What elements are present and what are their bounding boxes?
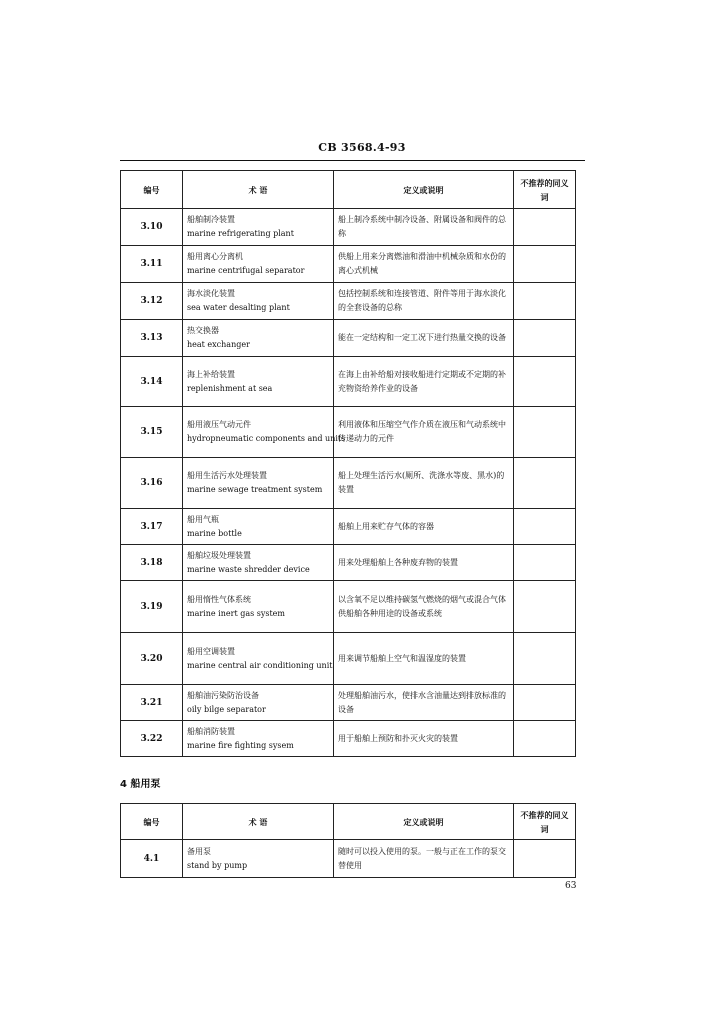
table-row (121, 246, 576, 283)
term-cell (183, 840, 334, 878)
term-cell (183, 283, 334, 320)
term-cell (183, 633, 334, 685)
term-english: marine centrifugal separator (187, 266, 305, 275)
term-cell (183, 246, 334, 283)
term-chinese: 热交换器 (187, 326, 219, 335)
term-english: marine sewage treatment system (187, 485, 323, 494)
term-chinese: 海水淡化装置 (187, 289, 235, 298)
term-definition: 用来调节船舶上空气和温湿度的装置 (334, 633, 514, 685)
term-number: 3.14 (121, 357, 183, 407)
term-number: 3.11 (121, 246, 183, 283)
term-english: marine waste shredder device (187, 564, 310, 574)
table-header-row (121, 171, 576, 209)
not-recommended-synonym (514, 545, 576, 581)
term-number: 3.22 (121, 721, 183, 757)
term-definition: 船上处理生活污水(厕所、洗涤水等废、黑水)的装置 (334, 458, 514, 509)
terms-table-section-4 (120, 803, 576, 878)
not-recommended-synonym (514, 458, 576, 509)
table-row (121, 633, 576, 685)
term-cell (183, 581, 334, 633)
table-row (121, 209, 576, 246)
table-row (121, 458, 576, 509)
term-english: hydropneumatic components and units (187, 434, 346, 443)
term-definition: 以含氧不足以维持碳氢气燃烧的烟气或混合气体供船舶各种用途的设备或系统 (334, 581, 514, 633)
term-cell (183, 721, 334, 757)
term-cell (183, 685, 334, 721)
term-english: marine refrigerating plant (187, 229, 294, 238)
not-recommended-synonym (514, 633, 576, 685)
header-not-recommended: 不推荐的同义词 (514, 171, 576, 209)
table-row (121, 581, 576, 633)
table-row (121, 283, 576, 320)
term-english: heat exchanger (187, 340, 250, 349)
term-definition: 用来处理船舶上各种废弃物的装置 (334, 545, 514, 581)
term-english: marine bottle (187, 528, 242, 538)
term-definition: 处理船舶油污水，使排水含油量达到排放标准的设备 (334, 685, 514, 721)
not-recommended-synonym (514, 509, 576, 545)
not-recommended-synonym (514, 685, 576, 721)
header-number: 编号 (121, 804, 183, 840)
term-definition: 利用液体和压缩空气作介质在液压和气动系统中传递动力的元件 (334, 407, 514, 458)
term-english: sea water desalting plant (187, 303, 290, 312)
term-number: 3.16 (121, 458, 183, 509)
term-number: 3.21 (121, 685, 183, 721)
term-definition: 在海上由补给船对接收船进行定期或不定期的补充物资给养作业的设备 (334, 357, 514, 407)
term-chinese: 船用气瓶 (187, 514, 219, 524)
header-rule (120, 160, 585, 161)
term-cell (183, 545, 334, 581)
term-cell (183, 209, 334, 246)
header-definition: 定义或说明 (334, 804, 514, 840)
term-chinese: 船舶垃圾处理装置 (187, 550, 251, 560)
table-row (121, 840, 576, 878)
header-not-recommended: 不推荐的同义词 (514, 804, 576, 840)
terms-table-section-3 (120, 170, 576, 757)
term-cell (183, 357, 334, 407)
table-row (121, 721, 576, 757)
term-number: 3.17 (121, 509, 183, 545)
table-row (121, 545, 576, 581)
term-number: 3.15 (121, 407, 183, 458)
table-row (121, 407, 576, 458)
term-definition: 船上制冷系统中制冷设备、附属设备和阀件的总称 (334, 209, 514, 246)
term-number: 3.20 (121, 633, 183, 685)
term-english: marine central air conditioning unit (187, 660, 333, 670)
term-chinese: 船舶消防装置 (187, 726, 235, 736)
term-chinese: 船舶制冷装置 (187, 215, 235, 224)
not-recommended-synonym (514, 209, 576, 246)
document-code: CB 3568.4-93 (318, 141, 406, 154)
term-number: 3.12 (121, 283, 183, 320)
table-row (121, 509, 576, 545)
term-number: 4.1 (121, 840, 183, 878)
term-chinese: 船用生活污水处理装置 (187, 471, 267, 480)
term-cell (183, 407, 346, 458)
term-chinese: 船舶油污染防治设备 (187, 690, 259, 700)
not-recommended-synonym (514, 357, 576, 407)
term-english: marine fire fighting sysem (187, 740, 294, 750)
not-recommended-synonym (514, 840, 576, 878)
not-recommended-synonym (514, 283, 576, 320)
term-definition: 用于船舶上预防和扑灭火灾的装置 (334, 721, 514, 757)
term-english: marine inert gas system (187, 608, 285, 618)
term-definition: 供船上用来分离燃油和滑油中机械杂质和水份的离心式机械 (334, 246, 514, 283)
term-number: 3.13 (121, 320, 183, 357)
table-row (121, 685, 576, 721)
term-number: 3.18 (121, 545, 183, 581)
table-row (121, 320, 576, 357)
term-english: replenishment at sea (187, 383, 273, 393)
term-definition: 能在一定结构和一定工况下进行热量交换的设备 (334, 320, 514, 357)
term-number: 3.10 (121, 209, 183, 246)
term-definition: 随时可以投入使用的泵。一般与正在工作的泵交替使用 (334, 840, 514, 878)
term-english: stand by pump (187, 860, 248, 870)
not-recommended-synonym (514, 407, 576, 458)
header-term: 术 语 (183, 804, 334, 840)
table-header-row (121, 804, 576, 840)
header-number: 编号 (121, 171, 183, 209)
term-english: oily bilge separator (187, 704, 266, 714)
term-chinese: 备用泵 (187, 846, 211, 856)
not-recommended-synonym (514, 581, 576, 633)
term-chinese: 船用离心分离机 (187, 252, 243, 261)
header-term: 术 语 (183, 171, 334, 209)
term-definition: 船舶上用来贮存气体的容器 (334, 509, 514, 545)
term-chinese: 船用液压气动元件 (187, 420, 251, 429)
term-cell (183, 458, 334, 509)
term-number: 3.19 (121, 581, 183, 633)
term-cell (183, 509, 334, 545)
not-recommended-synonym (514, 320, 576, 357)
term-cell (183, 320, 334, 357)
page-number: 63 (565, 881, 577, 891)
term-chinese: 船用空调装置 (187, 646, 235, 656)
table-row (121, 357, 576, 407)
term-chinese: 船用惰性气体系统 (187, 594, 251, 604)
not-recommended-synonym (514, 721, 576, 757)
not-recommended-synonym (514, 246, 576, 283)
header-definition: 定义或说明 (334, 171, 514, 209)
term-chinese: 海上补给装置 (187, 369, 235, 379)
term-definition: 包括控制系统和连接管道、附件等用于海水淡化的全套设备的总称 (334, 283, 514, 320)
section-4-title: 4 船用泵 (120, 779, 161, 790)
